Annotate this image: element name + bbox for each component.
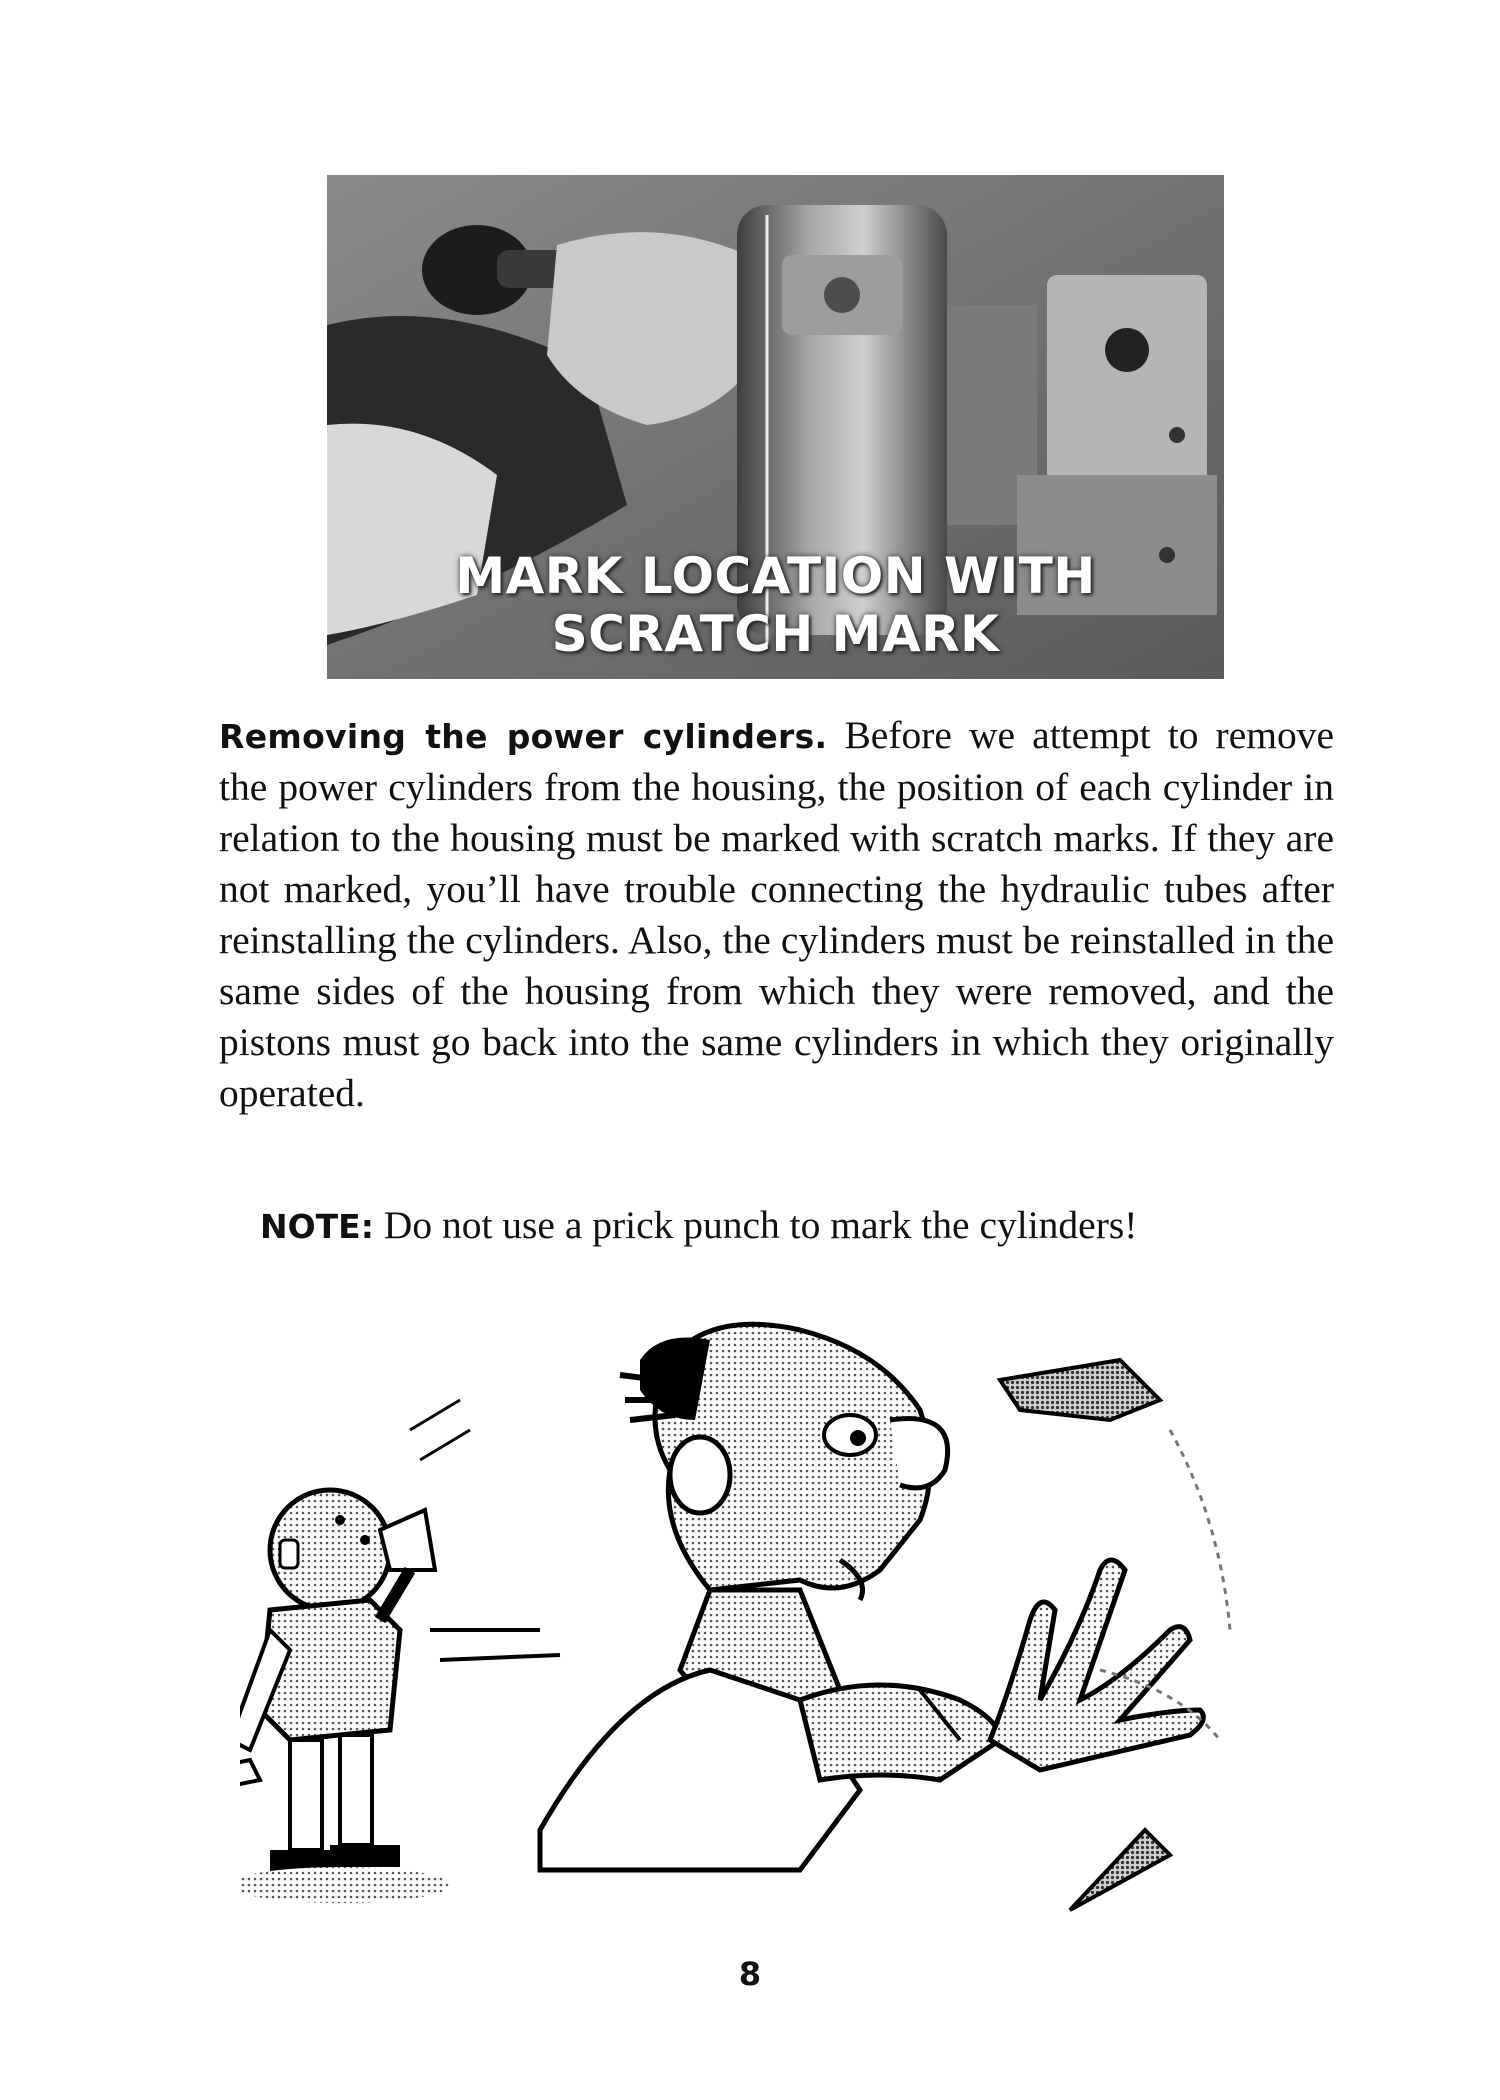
body-paragraph: [219, 710, 1334, 1119]
cartoon-mechanic-and-robot: [240, 1270, 1340, 1930]
note-label: NOTE:: [260, 1207, 374, 1246]
paragraph-lead-heading: Removing the power cylinders.: [219, 717, 828, 756]
photo-caption-line-1: MARK LOCATION WITH: [455, 547, 1096, 605]
note-text: Do not use a prick punch to mark the cylinders!: [373, 1203, 1138, 1247]
scratch-mark-photo: [327, 175, 1224, 679]
note-line: [260, 1200, 1340, 1252]
paragraph-text: Before we attempt to remove the power cylinders from the housing, the position of each cylinder in relation to the housing must be marked with scratch marks. If they are not marked, you’ll have trouble connecting the hydraulic tubes after reinstalling the cylinders. Also, the cylinders must be reinstalled in the same sides of the housing from which they were removed, and the pistons must go back into the same cylinders in which they originally operated.: [219, 713, 1335, 1115]
page-number: 8: [738, 1955, 762, 1993]
cartoon-illustration: [240, 1270, 1340, 1930]
photo-caption: [327, 547, 1224, 663]
photo-caption-line-2: SCRATCH MARK: [551, 605, 1000, 663]
